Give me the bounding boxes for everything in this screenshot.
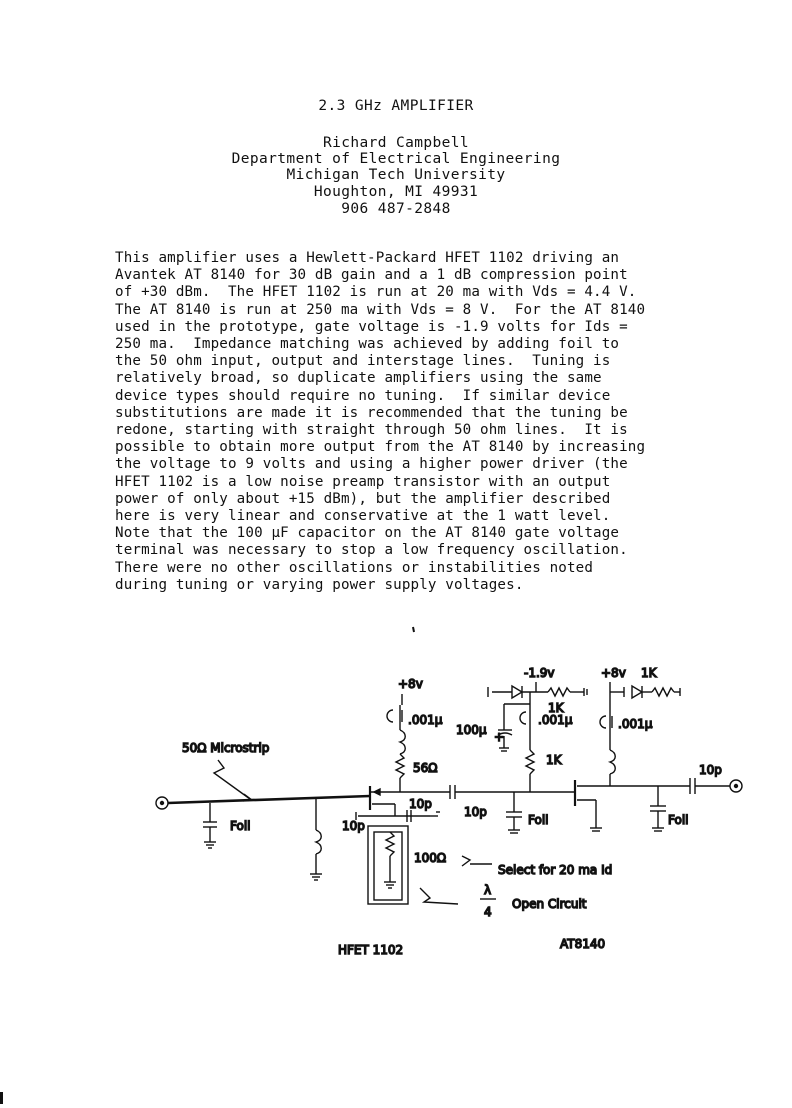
lambda-symbol: λ <box>484 883 492 897</box>
body-line: here is very linear and conservative at the 1 watt level. <box>115 508 611 525</box>
supply-neg19: -1.9v <box>524 666 555 680</box>
body-line: redone, starting with straight through 50 ohm lines. It is <box>115 422 628 439</box>
supply-plus8-right: +8v <box>601 666 626 680</box>
device-label-at8140: AT8140 <box>560 937 606 951</box>
author-department: Department of Electrical Engineering <box>231 151 561 167</box>
microstrip-arrow <box>214 760 250 799</box>
body-line: 250 ma. Impedance matching was achieved by adding foil to <box>115 336 620 353</box>
body-line: HFET 1102 is a low noise preamp transistor with an output <box>115 473 611 490</box>
body-line: There were no other oscillations or instabilities noted <box>115 559 594 576</box>
cap-10p-gate: 10p <box>409 797 432 811</box>
foil-label: Foil <box>230 819 251 833</box>
cap-001-right: .001µ <box>618 717 653 731</box>
select-note: Select for 20 ma Id <box>498 863 613 877</box>
cap-10p-interstage: 10p <box>464 805 487 819</box>
author-phone: 906 487-2848 <box>341 201 451 217</box>
body-line: Avantek AT 8140 for 30 dB gain and a 1 dB compression point <box>115 267 628 284</box>
cap-001-left: .001µ <box>408 713 443 727</box>
body-line: This amplifier uses a Hewlett-Packard HFET 1102 driving an <box>115 250 620 266</box>
author-university: Michigan Tech University <box>286 167 506 183</box>
body-line: during tuning or varying power supply voltages. <box>115 576 524 593</box>
resistor-1k-top: 1K <box>641 666 657 680</box>
cap-001-mid: .001µ <box>538 713 573 727</box>
resistor-100: 100Ω <box>414 851 447 865</box>
cap-10p-source: 10p <box>342 819 365 833</box>
amplifier-schematic <box>0 600 792 970</box>
resistor-1k: 1K <box>548 701 564 715</box>
svg-text:+: + <box>494 730 505 744</box>
author-city: Houghton, MI 49931 <box>313 184 479 200</box>
foil-label: Foil <box>528 813 549 827</box>
body-line: terminal was necessary to stop a low frequency oscillation. <box>115 542 628 559</box>
body-line: The AT 8140 is run at 250 ma with Vds = 8 V. For the AT 8140 <box>115 301 646 318</box>
body-line: possible to obtain more output from the AT 8140 by increasing <box>115 439 646 456</box>
microstrip-label: 50Ω Microstrip <box>182 741 270 755</box>
open-circuit-label: Open Circuit <box>512 897 587 911</box>
scan-edge-mark <box>0 1092 3 1104</box>
foil-label: Foil <box>668 813 689 827</box>
cap-100u: 100µ <box>456 723 487 737</box>
body-line: relatively broad, so duplicate amplifiers using the same <box>115 370 602 387</box>
body-line: power of only about +15 dBm), but the amplifier described <box>115 490 611 507</box>
lambda-denominator: 4 <box>484 905 492 919</box>
body-line: the voltage to 9 volts and using a higher power driver (the <box>115 456 628 473</box>
author-name: Richard Campbell <box>322 135 470 151</box>
body-line: Note that the 100 µF capacitor on the AT 8140 gate voltage <box>115 525 620 542</box>
body-line: used in the prototype, gate voltage is -1.9 volts for Ids = <box>115 318 628 335</box>
document-title: 2.3 GHz AMPLIFIER <box>318 98 474 114</box>
resistor-56: 56Ω <box>413 761 438 775</box>
body-line: device types should require no tuning. If similar device <box>115 387 611 404</box>
cap-10p-output: 10p <box>699 763 722 777</box>
body-paragraph <box>115 250 755 594</box>
body-line: of +30 dBm. The HFET 1102 is run at 20 ma with Vds = 4.4 V. <box>115 284 637 301</box>
body-line: substitutions are made it is recommended that the tuning be <box>115 404 628 421</box>
microstrip-line <box>168 796 370 803</box>
resistor-1k: 1K <box>546 753 562 767</box>
body-line: the 50 ohm input, output and interstage lines. Tuning is <box>115 353 611 370</box>
device-label-hfet: HFET 1102 <box>338 943 404 957</box>
supply-plus8-left: +8v <box>398 677 423 691</box>
